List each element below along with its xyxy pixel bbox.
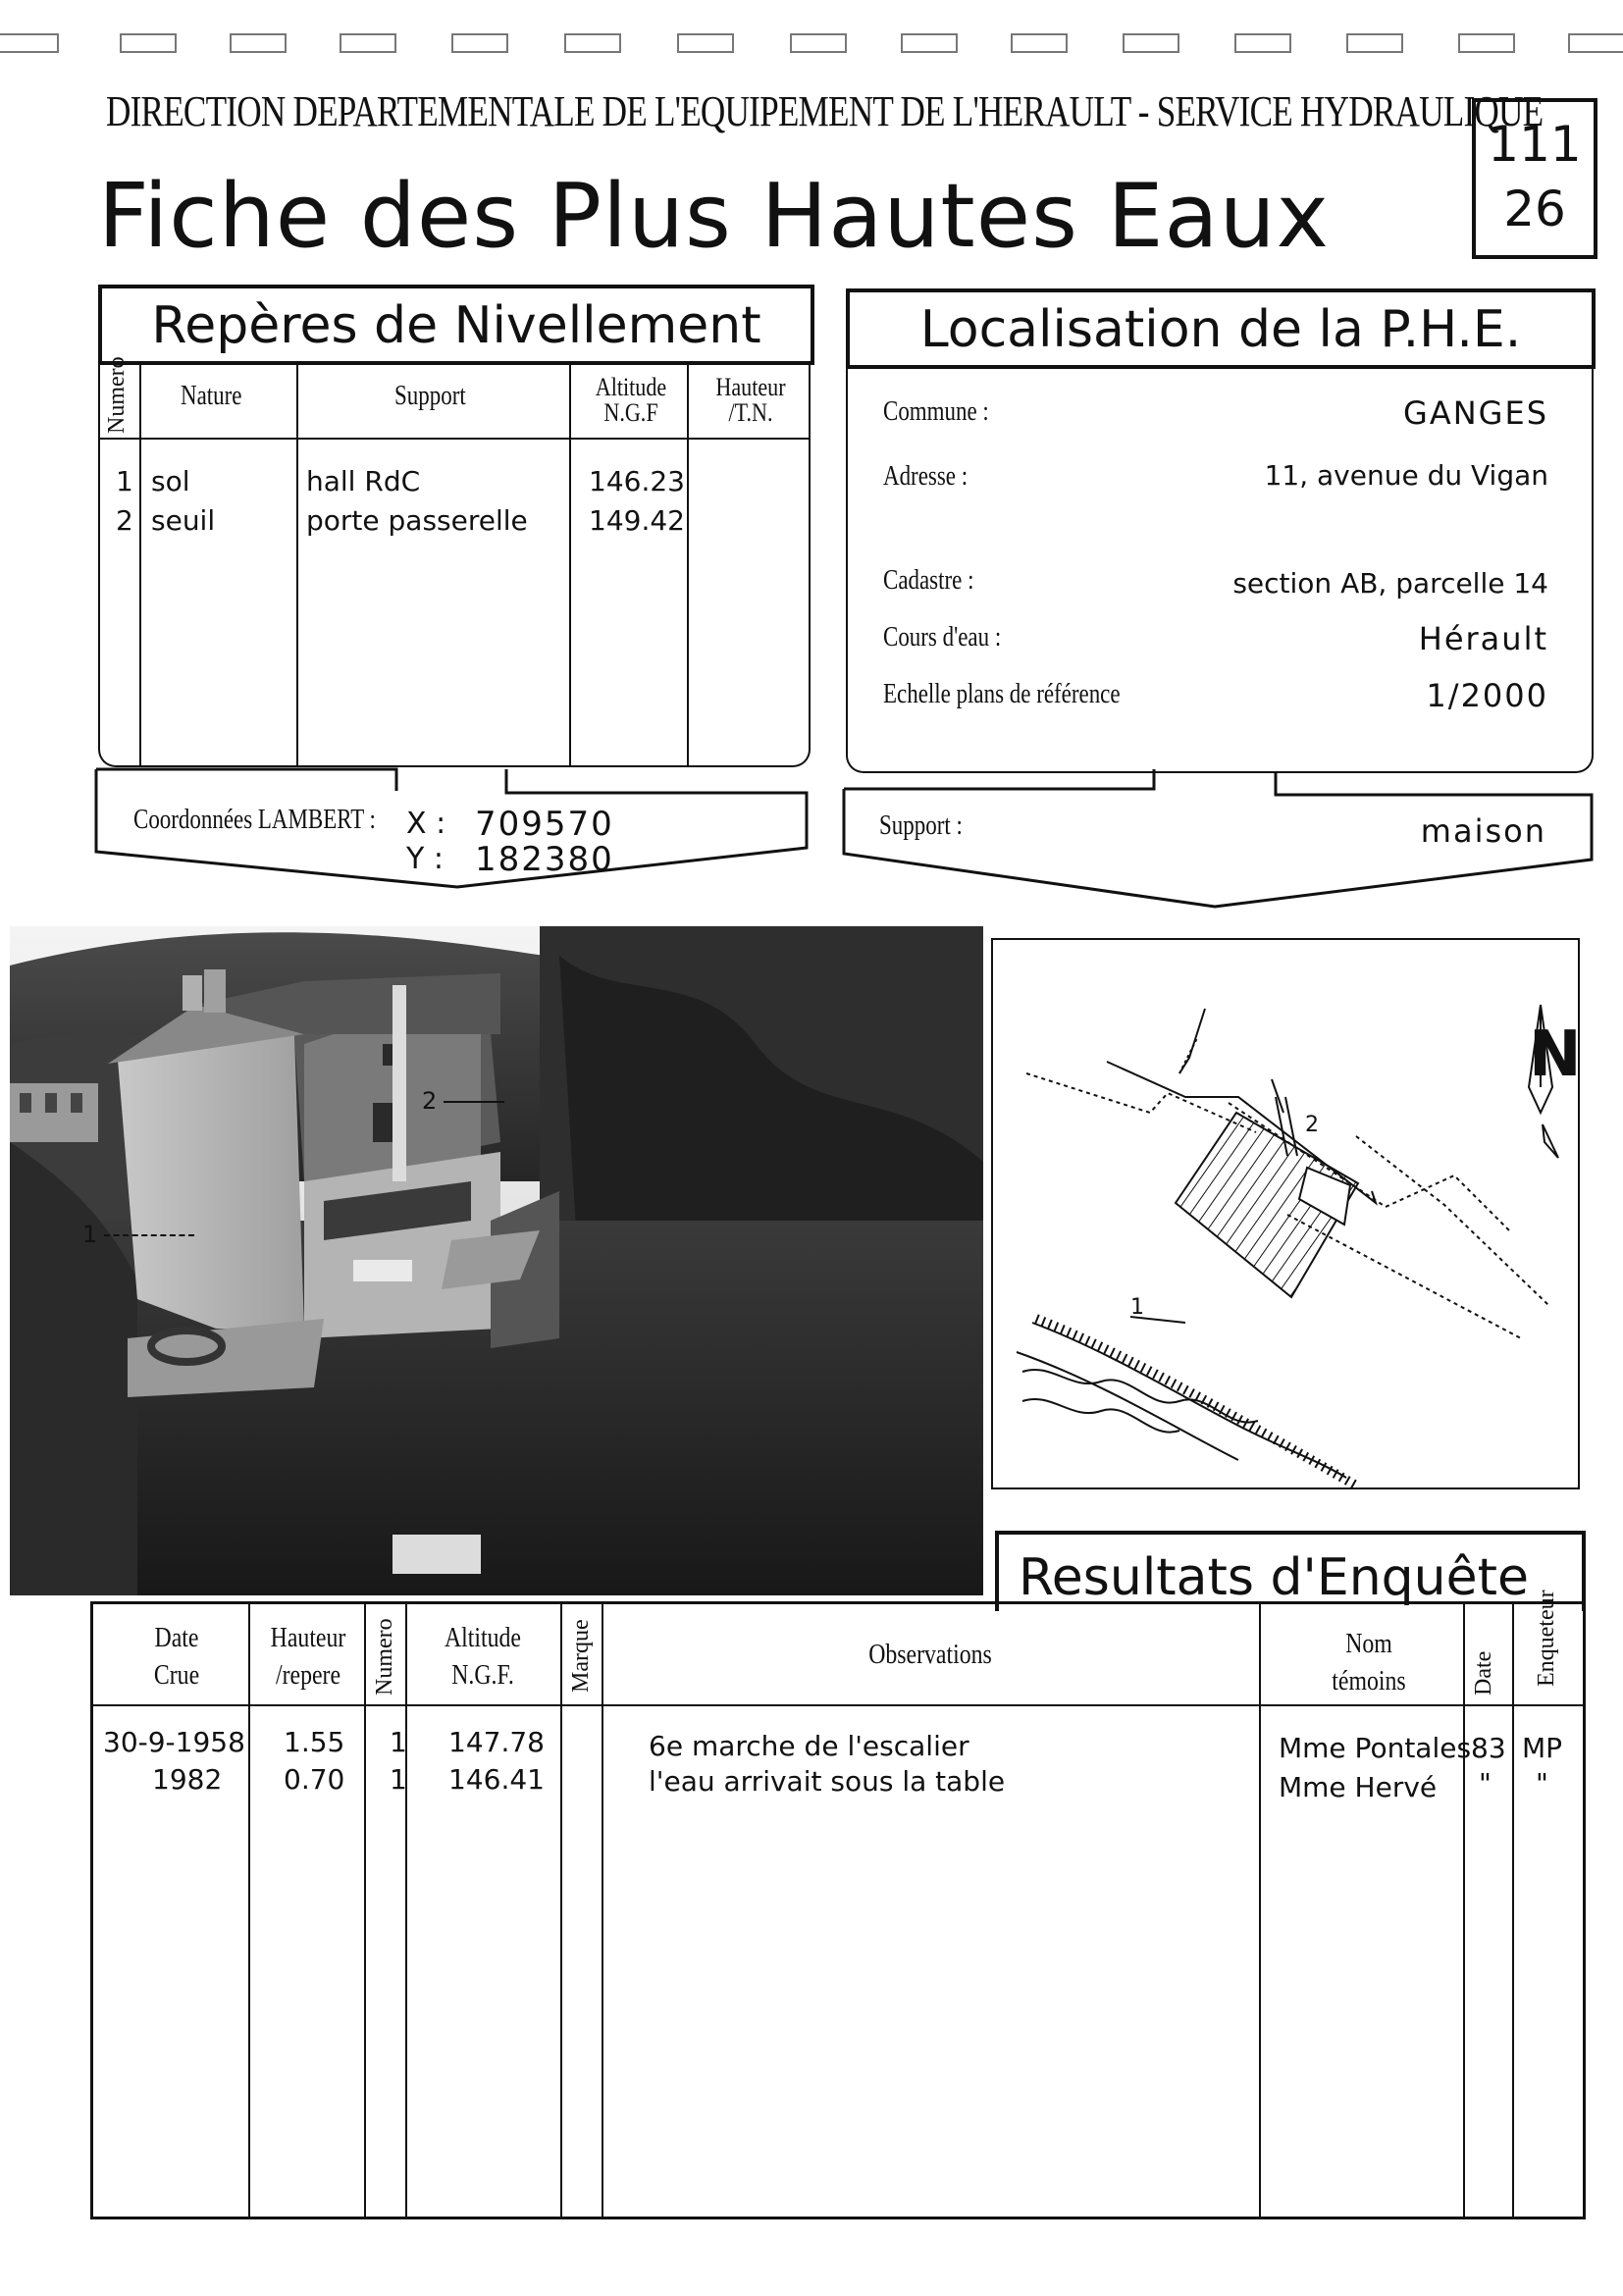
repere-1-nature: sol <box>151 465 190 497</box>
result-1-numero: 1 <box>390 1726 407 1758</box>
col-support: Support <box>394 381 466 411</box>
col-observations: Observations <box>868 1640 992 1670</box>
resultats-title-box <box>995 1531 1586 1611</box>
north-label: N <box>1529 1018 1582 1091</box>
repere-2-nature: seuil <box>151 504 216 537</box>
result-1-date-crue: 30-9-1958 <box>103 1726 245 1758</box>
result-1-enqueteur: MP <box>1522 1732 1563 1764</box>
col-numero-result: Numero <box>372 1618 397 1696</box>
repere-2-support: porte passerelle <box>306 504 528 537</box>
reference-number-top: 111 <box>1488 116 1582 173</box>
col-numero: Numero <box>104 356 130 434</box>
result-2-date-crue: 1982 <box>152 1763 223 1796</box>
cours-eau-label: Cours d'eau : <box>883 622 1002 652</box>
support-label: Support : <box>879 810 963 841</box>
result-1-nom: Mme Pontales <box>1279 1732 1472 1764</box>
y-value: 182380 <box>475 840 614 879</box>
col-date-crue: Date Crue <box>153 1623 200 1691</box>
result-2-nom: Mme Hervé <box>1279 1771 1438 1803</box>
repere-1-altitude: 146.23 <box>589 465 685 497</box>
echelle-label: Echelle plans de référence <box>883 679 1121 709</box>
result-2-hauteur: 0.70 <box>284 1763 345 1796</box>
y-label: Y : <box>406 842 444 876</box>
adresse-value: 11, avenue du Vigan <box>1264 459 1548 492</box>
reperes-title-box <box>98 285 814 365</box>
col-altitude-result: Altitude N.G.F. <box>444 1623 521 1691</box>
col-marque: Marque <box>568 1619 594 1694</box>
resultats-title: Resultats d'Enquête <box>1019 1548 1529 1607</box>
resultats-table <box>90 1590 1586 2219</box>
x-label: X : <box>406 807 446 841</box>
result-2-numero: 1 <box>390 1763 407 1796</box>
commune-value: GANGES <box>1403 394 1548 432</box>
repere-1-num: 1 <box>116 465 133 497</box>
repere-1-support: hall RdC <box>306 465 421 497</box>
plan-marker-2: 2 <box>1305 1113 1319 1137</box>
col-hauteur-repere: Hauteur /repere <box>270 1623 346 1691</box>
cadastre-label: Cadastre : <box>883 565 974 596</box>
reperes-table <box>98 356 811 767</box>
localisation-title: Localisation de la P.H.E. <box>919 300 1522 359</box>
agency-line: DIRECTION DEPARTEMENTALE DE L'EQUIPEMENT DE L'HERAULT - SERVICE HYDRAULIQUE <box>106 87 1544 135</box>
reference-box <box>1472 98 1597 259</box>
plan-marker-1: 1 <box>1130 1295 1144 1320</box>
commune-label: Commune : <box>883 396 989 427</box>
x-value: 709570 <box>475 805 614 844</box>
result-2-observations: l'eau arrivait sous la table <box>649 1765 1006 1798</box>
localisation-title-box <box>846 288 1596 369</box>
col-enqueteur: Enqueteur <box>1534 1590 1559 1688</box>
echelle-value: 1/2000 <box>1426 677 1548 714</box>
repere-2-num: 2 <box>116 504 133 537</box>
result-2-enqueteur: " <box>1536 1767 1548 1800</box>
reperes-title: Repères de Nivellement <box>151 296 761 355</box>
result-1-hauteur: 1.55 <box>284 1726 345 1758</box>
adresse-label: Adresse : <box>883 461 969 492</box>
photo-marker-1-label: 1 <box>82 1221 98 1248</box>
col-altitude: Altitude N.G.F <box>595 373 667 427</box>
result-1-observations: 6e marche de l'escalier <box>649 1730 969 1762</box>
result-1-altitude: 147.78 <box>448 1726 545 1758</box>
page-title: Fiche des Plus Hautes Eaux <box>98 165 1330 268</box>
cadastre-value: section AB, parcelle 14 <box>1232 567 1548 600</box>
photo-marker-2-label: 2 <box>422 1087 438 1115</box>
repere-2-altitude: 149.42 <box>589 504 685 537</box>
site-plan <box>991 938 1580 1489</box>
reference-number-bottom: 26 <box>1503 181 1566 237</box>
result-2-altitude: 146.41 <box>448 1763 545 1796</box>
result-2-date: " <box>1479 1767 1492 1800</box>
cours-eau-value: Hérault <box>1418 620 1548 657</box>
support-value: maison <box>1420 812 1546 850</box>
col-date: Date <box>1471 1650 1496 1696</box>
col-nature: Nature <box>181 381 242 411</box>
house-photo <box>10 926 983 1595</box>
col-hauteur: Hauteur /T.N. <box>715 373 786 427</box>
localisation-panel <box>846 367 1594 773</box>
result-1-date: 83 <box>1471 1732 1506 1764</box>
col-nom-temoins: Nom témoins <box>1332 1629 1406 1696</box>
coordinates-label: Coordonnées LAMBERT : <box>133 805 376 835</box>
